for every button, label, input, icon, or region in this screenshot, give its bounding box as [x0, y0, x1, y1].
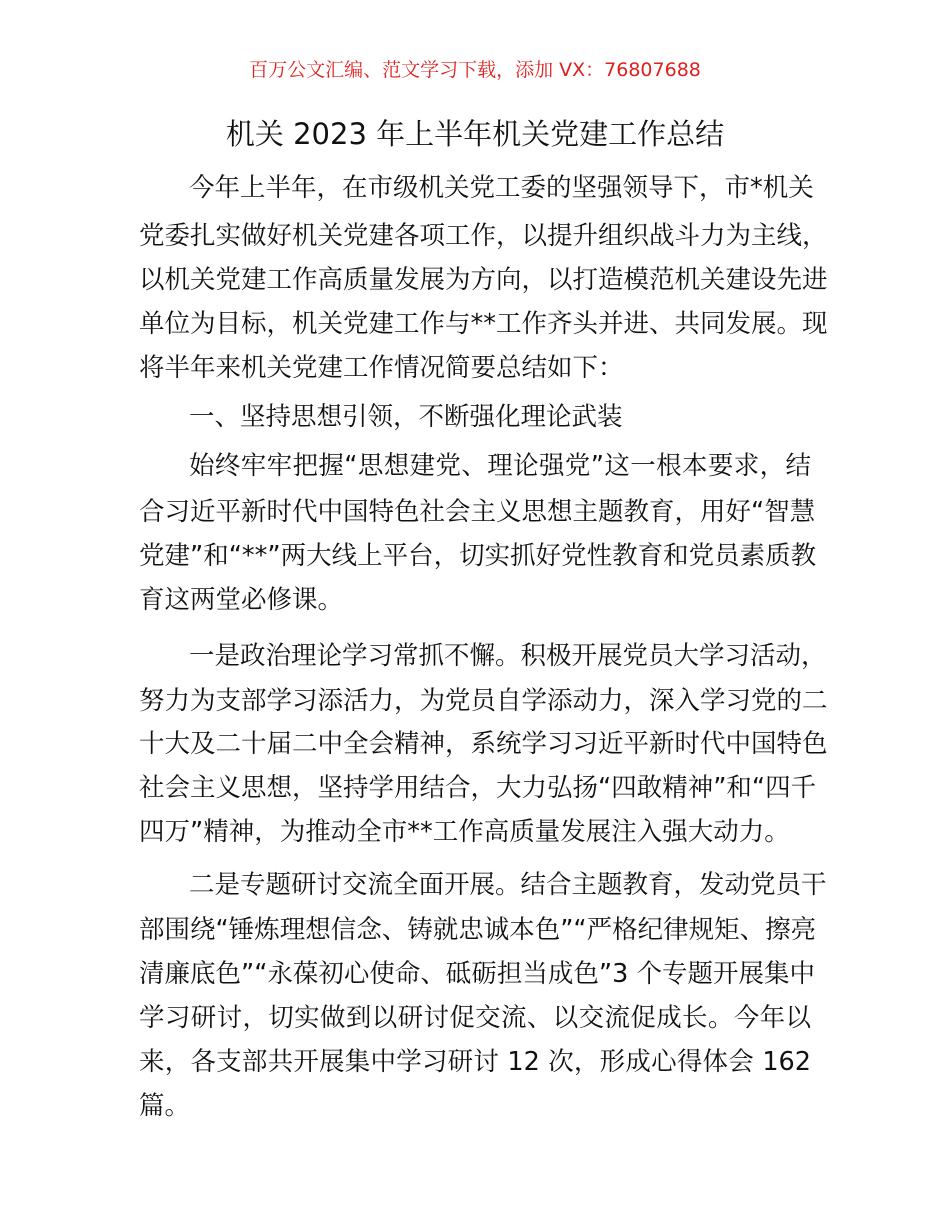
text-line: 一是政治理论学习常抓不懈。积极开展党员大学习活动，: [189, 641, 827, 671]
text-line: 育这两堂必修课。: [139, 585, 344, 615]
text-line: 始终牢牢把握“思想建党、理论强党”这一根本要求，结: [189, 451, 811, 481]
text-line: 清廉底色”“永葆初心使命、砥砺担当成色”3 个专题开展集中: [139, 959, 815, 989]
text-line: 部围绕“锤炼理想信念、铸就忠诚本色”“严格纪律规矩、擦亮: [139, 915, 817, 945]
text-line: 以机关党建工作高质量发展为方向，以打造模范机关建设先进: [139, 265, 828, 295]
text-line: 二是专题研讨交流全面开展。结合主题教育，发动党员干: [189, 870, 827, 900]
text-line: 努力为支部学习添活力，为党员自学添动力，深入学习党的二: [139, 686, 828, 716]
text-line: 十大及二十届二中全会精神，系统学习习近平新时代中国特色: [139, 729, 828, 759]
watermark-banner: 百万公文汇编、范文学习下载，添加 VX：76807688: [249, 59, 701, 81]
text-line: 学习研讨，切实做到以研讨促交流、以交流促成长。今年以: [139, 1003, 811, 1033]
document-title: 机关 2023 年上半年机关党建工作总结: [225, 117, 725, 151]
text-line: 党委扎实做好机关党建各项工作，以提升组织战斗力为主线，: [139, 221, 828, 251]
text-line: 今年上半年，在市级机关党工委的坚强领导下，市*机关: [189, 173, 814, 203]
text-line: 单位为目标，机关党建工作与**工作齐头并进、共同发展。现: [139, 309, 828, 339]
text-line: 合习近平新时代中国特色社会主义思想主题教育，用好“智慧: [139, 497, 816, 527]
text-line: 社会主义思想，坚持学用结合，大力弘扬“四敢精神”和“四千: [139, 773, 817, 803]
text-line: 将半年来机关党建工作情况简要总结如下：: [139, 353, 624, 383]
text-line: 党建”和“**”两大线上平台，切实抓好党性教育和党员素质教: [139, 541, 817, 571]
text-line: 来，各支部共开展集中学习研讨 12 次，形成心得体会 162: [139, 1047, 811, 1077]
text-line: 一、坚持思想引领，不断强化理论武装: [189, 402, 623, 432]
text-line: 四万”精神，为推动全市**工作高质量发展注入强大动力。: [139, 817, 790, 847]
text-line: 篇。: [139, 1091, 191, 1121]
